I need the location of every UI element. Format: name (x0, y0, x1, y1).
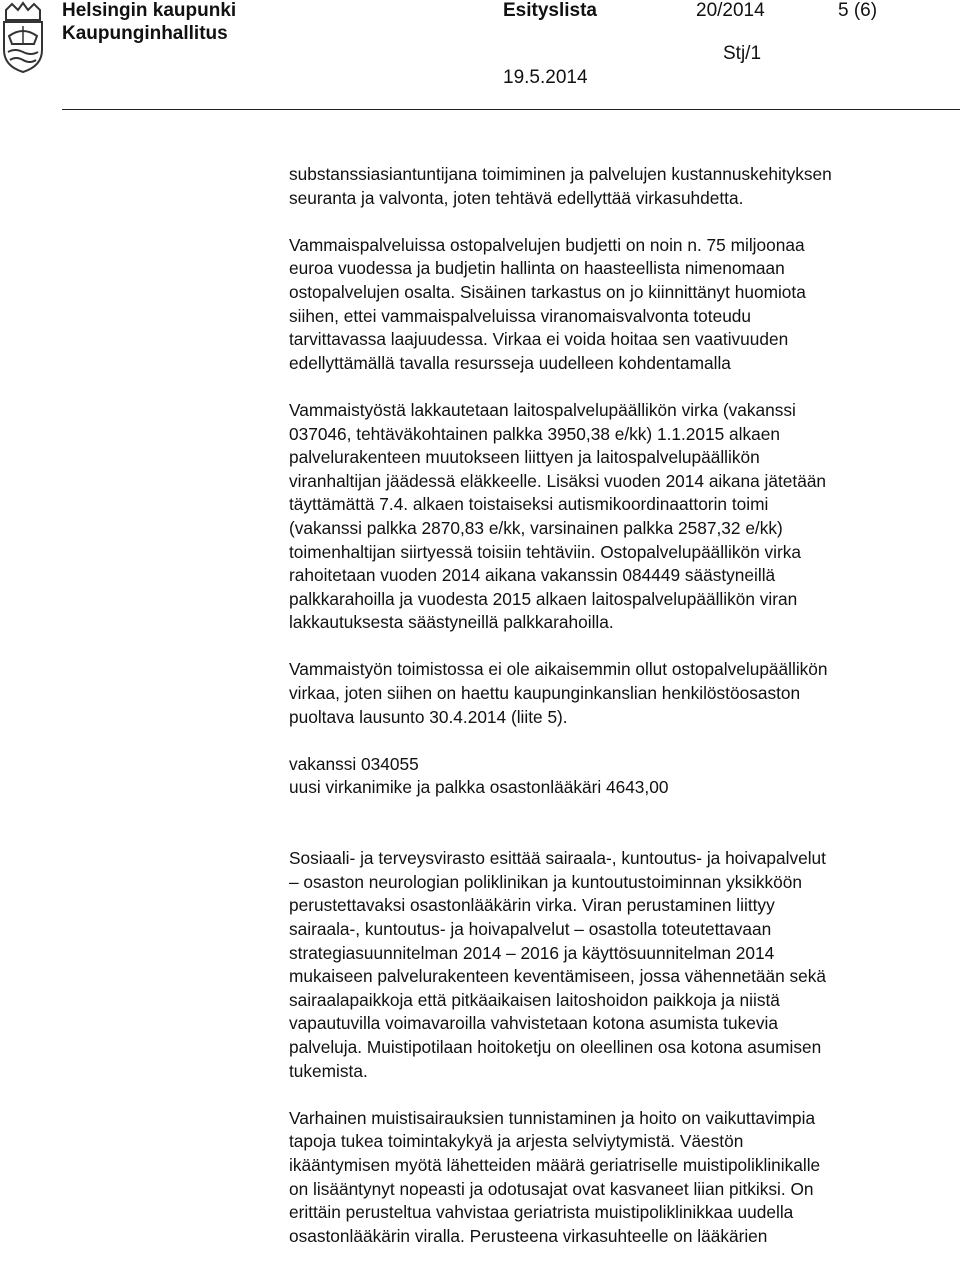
paragraph: Vammaistyön toimistossa ei ole aikaisemmin ollut ostopalvelupäällikön virkaa, joten siihen on haettu kaupunginkanslian henkilöstöosaston puoltava lausunto 30.4.2014 (liite 5). (289, 659, 828, 727)
document-type: Esityslista (503, 0, 597, 21)
helsinki-crest-icon (0, 0, 46, 74)
section-code: Stj/1 (723, 43, 762, 64)
header-divider (62, 109, 960, 110)
paragraph: Sosiaali- ja terveysvirasto esittää sairaala-, kuntoutus- ja hoivapalvelut – osaston neurologian poliklinikan ja kuntoutustoiminnan yksikköön perustettavaksi osastonlääkärin virka. Viran perustaminen liittyy sairaala-, kuntoutus- ja hoivapalvelut – osastolla toteutettavaan strategiasuunnitelman 2014 – 2016 ja käyttösuunnitelman 2014 mukaiseen palvelurakenteen keventämiseen, jossa vähennetään sekä sairaalapaikkoja että pitkäaikaisen laitoshoidon paikkoja ja niistä vapautuvilla voimavaroilla vahvistetaan kotona asumista tukevia palveluja. Muistipotilaan hoitoketju on oleellinen osa kotona asumisen tukemista. (289, 848, 827, 1081)
paragraph: substanssiasiantuntijana toimiminen ja palvelujen kustannuskehityksen seuranta ja valvonta, joten tehtävä edellyttää virkasuhdetta. (289, 164, 832, 208)
paragraph: Vammaistyöstä lakkautetaan laitospalvelupäällikön virka (vakanssi 037046, tehtäväkohtainen palkka 3950,38 e/kk) 1.1.2015 alkaen palvelurakenteen muutokseen liittyen ja laitospalvelupäällikön viranhaltijan jäädessä eläkkeelle. Lisäksi vuoden 2014 aikana jätetään täyttämättä 7.4. alkaen toistaiseksi autismikoordinaattorin toimi (vakanssi palkka 2870,83 e/kk, varsinainen palkka 2587,32 e/kk) toimenhaltijan siirtyessä toisiin tehtäviin. Ostopalvelupäällikön virka rahoitetaan vuoden 2014 aikana vakanssin 084449 säästyneillä palkkarahoilla ja vuodesta 2015 alkaen laitospalvelupäällikön viran lakkautuksesta säästyneillä palkkarahoilla. (289, 399, 827, 633)
paragraph: Varhainen muistisairauksien tunnistaminen ja hoito on vaikuttavimpia tapoja tukea toimintakykyä ja arjesta selviytymistä. Väestön ikääntymisen myötä lähetteiden määrä geriatriselle muistipoliklinikalle on lisääntynyt nopeasti ja odotusajat ovat kasvaneet liian pitkiksi. On erittäin perusteltua vahvistaa geriatrista muistipoliklinikkaa uudella osastonlääkärin viralla. Perusteena virkasuhteelle on lääkärien (289, 1107, 821, 1246)
body-name: Kaupunginhallitus (62, 23, 228, 44)
paragraph: Vammaispalveluissa ostopalvelujen budjetti on noin n. 75 miljoonaa euroa vuodessa ja budjetin hallinta on haasteellista nimenomaan ostopalvelujen osalta. Sisäinen tarkastus on jo kiinnittänyt huomiota siihen, ettei vammaispalveluissa viranomaisvalvonta toteudu tarvittavassa laajuudessa. Virkaa ei voida hoitaa sen vaativuuden edellyttämällä tavalla resursseja uudelleen kohdentamalla (289, 234, 806, 373)
meeting-date: 19.5.2014 (503, 67, 588, 88)
organization-name: Helsingin kaupunki (62, 0, 237, 21)
document-number: 20/2014 (696, 0, 765, 21)
paragraph: vakanssi 034055 uusi virkanimike ja palkka osastonlääkäri 4643,00 (289, 753, 669, 798)
page-number: 5 (6) (838, 0, 878, 21)
document-body (289, 163, 949, 1248)
